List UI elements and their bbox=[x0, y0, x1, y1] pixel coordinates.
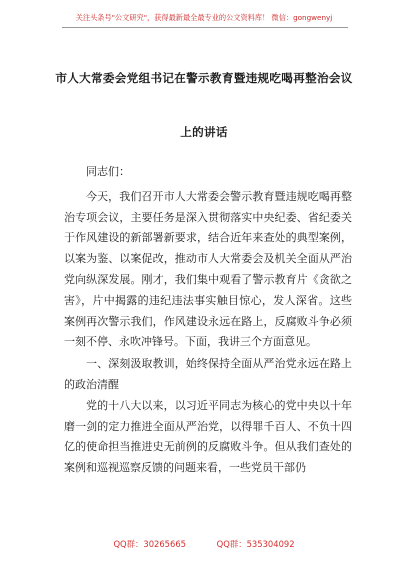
section-heading-1: 一、深刻汲取教训，始终保持全面从严治党永远在路上的政治清醒 bbox=[64, 357, 352, 391]
header-note: 关注头条号"公文研究"，获得最新最全最专业的公文资料库！ 微信：gongwenyj bbox=[75, 13, 333, 22]
footer-qq-group-2: QQ群：535304092 bbox=[216, 539, 295, 549]
document-body bbox=[64, 162, 352, 479]
header-divider bbox=[62, 27, 348, 28]
footer-qq-group-1: QQ群：30265665 bbox=[113, 539, 186, 549]
document-title-line2: 上的讲话 bbox=[180, 125, 228, 139]
footer-contact bbox=[0, 538, 408, 550]
salutation: 同志们： bbox=[86, 165, 130, 178]
document-title-line1: 市人大常委会党组书记在警示教育暨违规吃喝再整治会议 bbox=[55, 71, 353, 85]
paragraph-intro: 今天，我们召开市人大常委会警示教育暨违规吃喝再整治专项会议，主要任务是深入贯彻落实中央纪委、省纪委关于作风建设的新部署新要求，结合近年来查处的典型案例，以案为鉴、以案促改，推动市人大常委会及机关全面从严治党向纵深发展。刚才，我们集中观看了警示教育片《贪欲之害》，片中揭露的违纪违法事实触目惊心，发人深省。这些案例再次警示我们，作风建设永远在路上，反腐败斗争必须一刻不停、永吹冲锋号。下面，我讲三个方面意见。 bbox=[64, 189, 352, 349]
paragraph-section-1: 党的十八大以来，以习近平同志为核心的党中央以十年磨一剑的定力推进全面从严治党，以得罪千百人、不负十四亿的使命担当推进史无前例的反腐败斗争。但从我们查处的案例和巡视巡察反馈的问题来看，一些党员干部仍 bbox=[64, 398, 352, 475]
